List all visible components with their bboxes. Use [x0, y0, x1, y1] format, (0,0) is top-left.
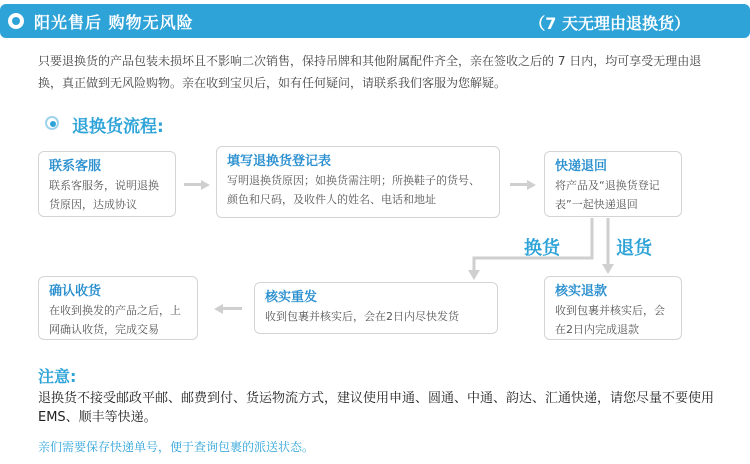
- step-title: 核实重发: [265, 290, 318, 305]
- exchange-label: 换货: [524, 238, 560, 259]
- intro-text: 只要退换货的产品包装未损坏且不影响二次销售，保持吊牌和其他附属配件齐全，亲在签收之后的 7 日内，均可享受无理由退换，真正做到无风险购物。亲在收到宝贝后，如有任何疑问，请联系我们客服为您解疑。: [38, 54, 702, 90]
- step-desc: 联系客服务，说明退换货原因，达成协议: [49, 179, 159, 211]
- step-contact-service: [38, 151, 176, 217]
- header-subtitle: （7 天无理由退换货）: [529, 14, 690, 33]
- step-express-return: [544, 151, 682, 217]
- step-desc: 写明退换货原因；如换货需注明；所换鞋子的货号、颜色和尺码，及收件人的姓名、电话和地址: [227, 174, 480, 206]
- step-desc: 将产品及“退换货登记表”一起快递退回: [555, 179, 660, 211]
- arrow-left-icon: [214, 304, 242, 314]
- step-desc: 收到包裹并核实后，会在2日内完成退款: [555, 304, 665, 336]
- arrow-down-icon: [468, 270, 480, 280]
- target-icon: [42, 113, 64, 135]
- step-confirm-receipt: [38, 276, 198, 340]
- arrow-right-icon: [510, 180, 536, 190]
- step-desc: 在收到换发的产品之后，上网确认收货，完成交易: [49, 304, 181, 336]
- step-title: 联系客服: [49, 159, 102, 174]
- step-title: 快递退回: [555, 159, 608, 174]
- note-text: 退换货不接受邮政平邮、邮费到付、货运物流方式，建议使用申通、圆通、中通、韵达、汇通快递，请您尽量不要使用EMS、顺丰等快递。: [38, 391, 715, 425]
- footer-note: 亲们需要保存快递单号，便于查询包裹的派送状态。: [38, 440, 315, 454]
- refund-label: 退货: [616, 238, 652, 259]
- step-title: 核实退款: [555, 284, 608, 299]
- arrow-right-icon: [184, 180, 210, 190]
- step-refund-verify: [544, 276, 682, 340]
- step-desc: 收到包裹并核实后，会在2日内尽快发货: [265, 310, 459, 323]
- step-verify-resend: [254, 282, 498, 334]
- arrow-down-icon: [602, 264, 614, 274]
- step-fill-form: [216, 146, 500, 218]
- header-bar: [0, 4, 750, 38]
- header-title: 阳光售后 购物无风险: [34, 13, 194, 32]
- bullet-icon: [8, 13, 24, 29]
- flow-section-title: [42, 110, 164, 138]
- step-title: 确认收货: [49, 284, 102, 299]
- flow-title: 退换货流程:: [72, 116, 164, 137]
- note-title: 注意:: [38, 367, 77, 386]
- step-title: 填写退换货登记表: [227, 154, 332, 169]
